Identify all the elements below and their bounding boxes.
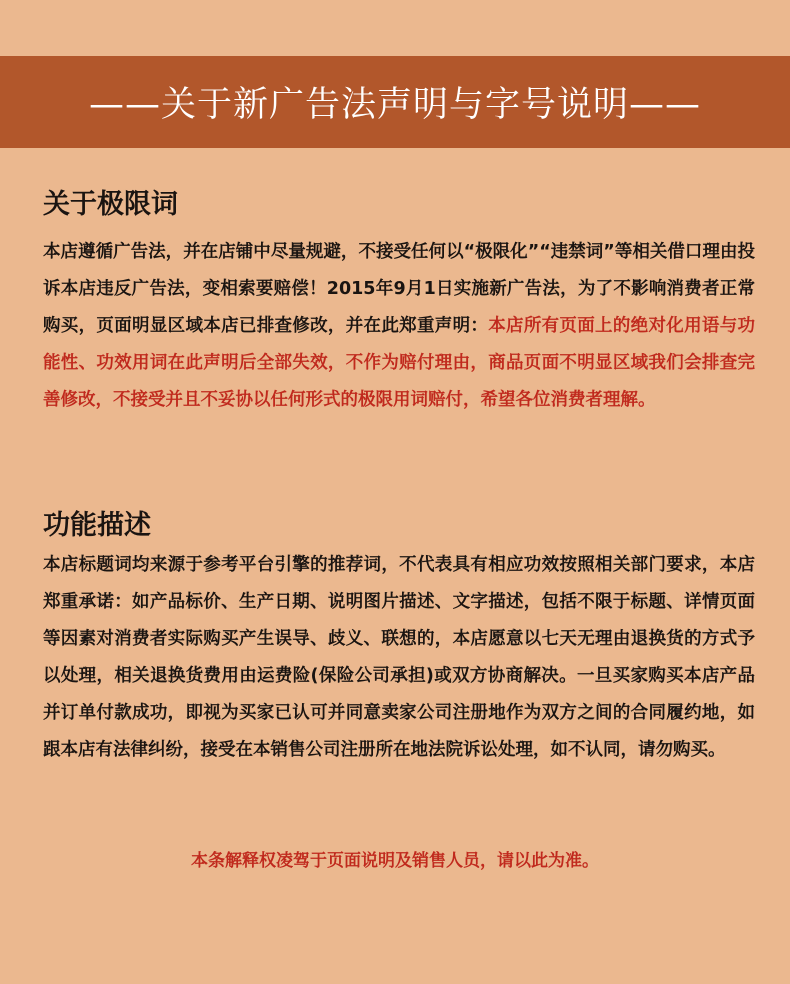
page-title: ——关于新广告法声明与字号说明—— (88, 85, 701, 125)
header-banner (0, 56, 790, 148)
section-heading-function-description: 功能描述 (43, 510, 151, 541)
extreme-words-text: 本店遵循广告法，并在店铺中尽量规避，不接受任何以“极限化”“违禁词”等相关借口理由投诉本店违反广告法，变相索要赔偿！2015年9月1日实施新广告法，为了不影响消费者正常购买，页面明显区域本店已排查修改，并在此郑重声明： (43, 242, 755, 336)
extreme-words-disclaimer-text: 本店所有页面上的绝对化用语与功能性、功效用词在此声明后全部失效，不作为赔付理由，商品页面不明显区域我们会排查完善修改，不接受并且不妥协以任何形式的极限用词赔付，希望各位消费者理解。 (43, 316, 756, 410)
final-interpretation-note: 本条解释权凌驾于页面说明及销售人员，请以此为准。 (191, 851, 599, 871)
section-heading-extreme-words: 关于极限词 (43, 189, 178, 220)
function-description-paragraph: 本店标题词均来源于参考平台引擎的推荐词，不代表具有相应功效按照相关部门要求，本店郑重承诺：如产品标价、生产日期、说明图片描述、文字描述，包括不限于标题、详情页面等因素对消费者实际购买产生误导、歧义、联想的，本店愿意以七天无理由退换货的方式予以处理，相关退换货费用由运费险(保险公司承担)或双方协商解决。一旦买家购买本店产品并订单付款成功，即视为买家已认可并同意卖家公司注册地作为双方之间的合同履约地，如跟本店有法律纠纷，接受在本销售公司注册所在地法院诉讼处理，如不认同，请勿购买。 (43, 555, 755, 760)
extreme-words-paragraph (43, 234, 755, 419)
